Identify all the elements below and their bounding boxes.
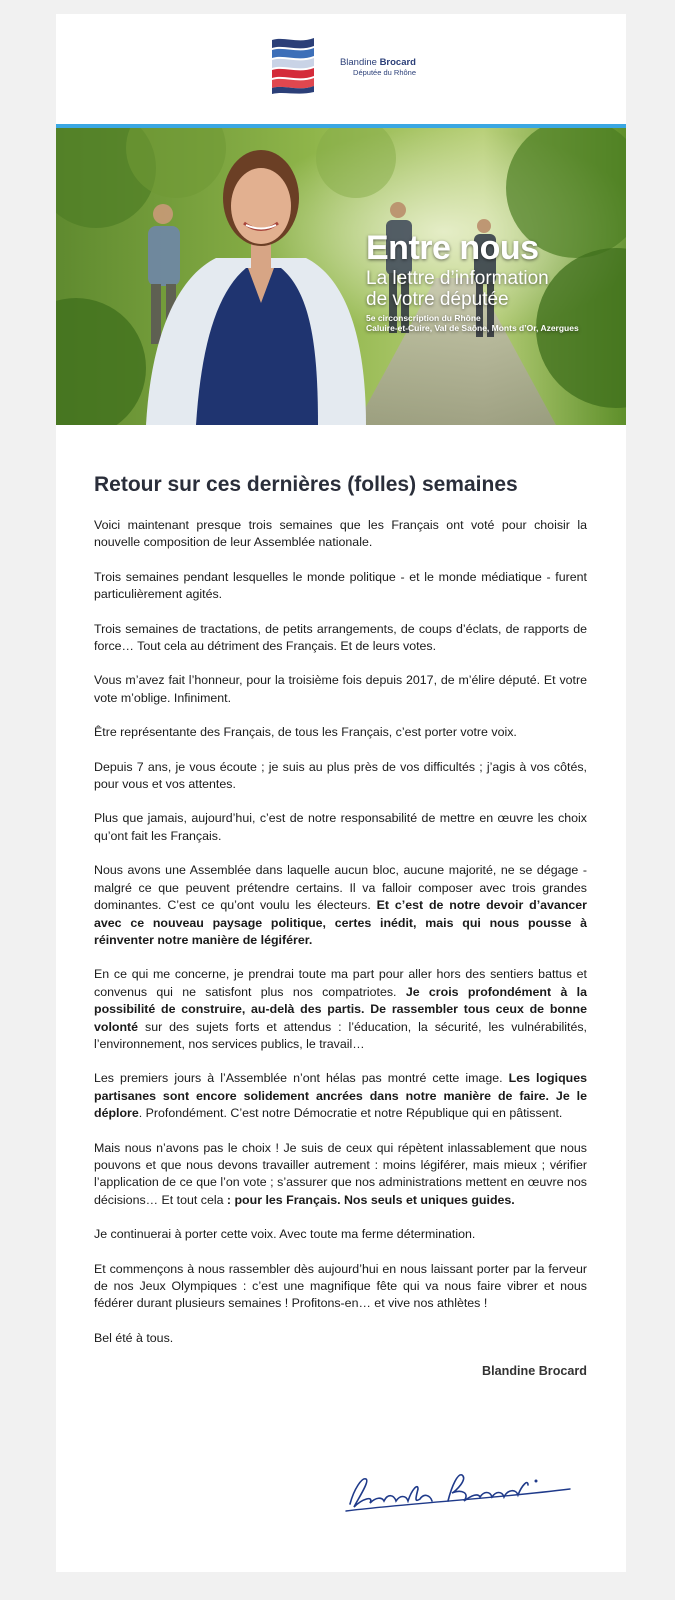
paragraph-10: Les premiers jours à l’Assemblée n’ont hélas pas montré cette image. Les logiques partisanes sont encore solidement ancrées dans notre manière de faire. Je le déplore. Profondément. C’est notre Démocratie et notre République qui en pâtissent. [94, 1071, 587, 1121]
logo-flag-icon [270, 34, 316, 94]
logo-subtitle: Députée du Rhône [353, 68, 416, 77]
paragraph-6: Depuis 7 ans, je vous écoute ; je suis au plus près de vos difficultés ; j’agis à vos côtés, pour vous et vos attentes. [94, 759, 587, 792]
banner-subtitle-2: de votre députée [366, 289, 509, 310]
hero-banner [56, 128, 626, 425]
logo-text [320, 57, 416, 78]
newsletter-sheet [56, 14, 626, 1572]
paragraph-12: Je continuerai à porter cette voix. Avec toute ma ferme détermination. [94, 1227, 476, 1242]
paragraph-1: Voici maintenant presque trois semaines que les Français ont voté pour choisir la nouvelle composition de leur Assemblée nationale. [94, 518, 587, 550]
paragraph-2: Trois semaines pendant lesquelles le monde politique - et le monde médiatique - furent particulièrement agités. [94, 569, 587, 602]
banner-communes: Caluire-et-Cuire, Val de Saône, Monts d’Or, Azergues [366, 323, 579, 333]
article-headline: Retour sur ces dernières (folles) semaines [94, 473, 518, 496]
signature-name: Blandine Brocard [482, 1364, 587, 1379]
logo [270, 34, 420, 94]
paragraph-9: En ce qui me concerne, je prendrai toute ma part pour aller hors des sentiers battus et convenus qui ne satisfont plus nos compatriotes. Je crois profondément à la possibilité de construire, au-delà des partis. De rassembler tous ceux de bonne volonté sur des sujets forts et attendus : l’éducation, la sécurité, les vulnérabilités, l’environnement, nos services publics, le travail… [94, 967, 587, 1051]
article-body [94, 472, 587, 1378]
paragraph-11: Mais nous n’avons pas le choix ! Je suis de ceux qui répètent inlassablement que nous pouvons et que nous devons travailler autrement : moins légiférer, mais mieux ; vérifier l’application de ce que l’on vote ; s’assurer que nos administrations mettent en œuvre nos décisions… Et tout cela : pour les Français. Nos seuls et uniques guides. [94, 1140, 587, 1207]
banner-subtitle-1: La lettre d’information [366, 268, 549, 289]
paragraph-3: Trois semaines de tractations, de petits arrangements, de coups d’éclats, de rapports de force… Tout cela au détriment des Français. Et de leurs votes. [94, 621, 587, 654]
paragraph-8: Nous avons une Assemblée dans laquelle aucun bloc, aucune majorité, ne se dégage - malgré ce que peuvent prétendre certains. Il va falloir composer avec trois grandes dominantes. C’est ce qu’ont voulu les électeurs. Et c’est de notre devoir d’avancer avec ce nouveau paysage politique, certes inédit, mais qui nous pousse à réinventer notre manière de légiférer. [94, 863, 587, 947]
banner-title: Entre nous [366, 229, 539, 267]
paragraph-4: Vous m’avez fait l’honneur, pour la troisième fois depuis 2017, de m’élire député. Et votre vote m’oblige. Infiniment. [94, 673, 587, 705]
banner-circonscription: 5e circonscription du Rhône [366, 313, 481, 323]
paragraph-14: Bel été à tous. [94, 1330, 174, 1345]
logo-name: Blandine Brocard [339, 57, 416, 68]
handwritten-signature [340, 1459, 580, 1519]
banner-text [366, 228, 579, 333]
paragraph-13: Et commençons à nous rassembler dès aujourd’hui en nous laissant porter par la ferveur de nos Jeux Olympiques : c’est une magnifique fête qui va nous faire vibrer et nous fédérer durant plusieurs semaines ! Profitons-en… et vive nos athlètes ! [94, 1261, 587, 1311]
paragraph-5: Être représentante des Français, de tous les Français, c’est porter votre voix. [94, 725, 517, 740]
paragraph-7: Plus que jamais, aujourd’hui, c’est de notre responsabilité de mettre en œuvre les choix qu’ont fait les Français. [94, 811, 587, 843]
